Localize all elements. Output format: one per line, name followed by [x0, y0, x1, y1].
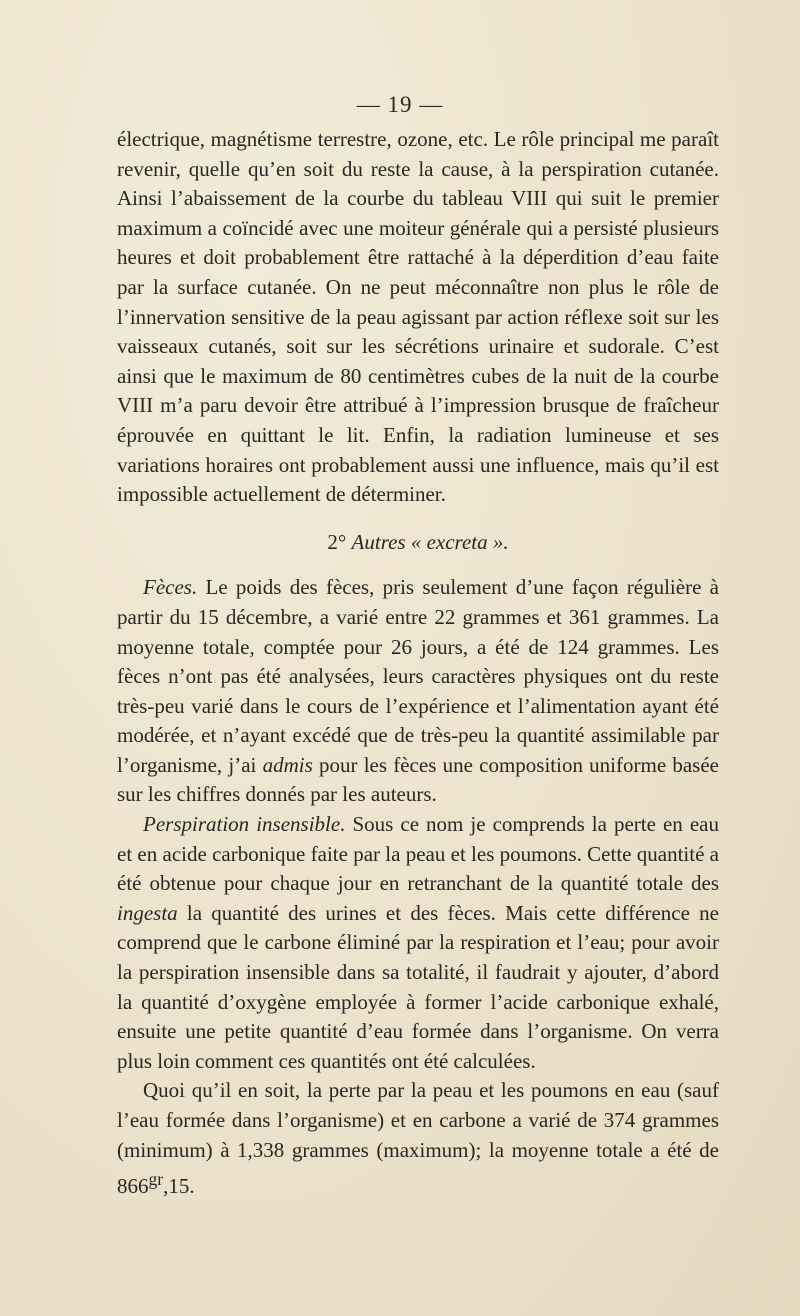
perspiration-text-2: la quantité des urines et des fèces. Mais cette différence ne comprend que le carbone éliminé par la respiration et l’eau; pour avoir la perspiration insensible dans sa totalité, il faudrait y ajouter, d’abord la quantité d’oxygène employée à former l’acide carbonique exhalé, ensuite une petite quantité d’eau formée dans l’organisme. On verra plus loin comment ces quantités ont été calculées.: [117, 900, 719, 1073]
final-unit-sup: gr: [148, 1169, 164, 1190]
final-end: ,15.: [163, 1174, 195, 1199]
final-text: Quoi qu’il en soit, la perte par la peau et les poumons en eau (sauf l’eau formée dans l’organisme) et en carbone a varié de 374 grammes (minimum) à 1,338 grammes (maximum); la moyenne totale a été de 866: [117, 1078, 719, 1199]
paragraph-final: [117, 1076, 719, 1201]
paragraph-feces: [117, 573, 719, 810]
page-number: — 19 —: [356, 92, 444, 117]
feces-admis: admis: [262, 752, 313, 777]
perspiration-ingesta: ingesta: [117, 900, 178, 925]
paragraph-continuation: électrique, magnétisme terrestre, ozone, etc. Le rôle principal me paraît revenir, quelle qu’en soit du reste la cause, à la perspiration cutanée. Ainsi l’abaissement de la courbe du tableau VIII qui suit le premier maximum a coïncidé avec une moiteur générale qui a persisté plusieurs heures et doit probablement être rattaché à la déperdition d’eau faite par la surface cutanée. On ne peut méconnaître non plus le rôle de l’innervation sensitive de la peau agissant par action réflexe soit sur les vaisseaux cutanés, soit sur les sécrétions urinaire et sudorale. C’est ainsi que le maximum de 80 centimètres cubes de la nuit de la courbe VIII m’a paru devoir être attribué à l’impression brusque de fraîcheur éprouvée en quittant le lit. Enfin, la radiation lumineuse et ses variations horaires ont probablement aussi une influence, mais qu’il est impossible actuellement de déterminer.: [117, 127, 719, 507]
feces-text: Le poids des fèces, pris seulement d’une façon régulière à partir du 15 décembre, a varié entre 22 grammes et 361 grammes. La moyenne totale, comptée pour 26 jours, a été de 124 grammes. Les fèces n’ont pas été analysées, leurs caractères physiques ont du reste très-peu varié dans le cours de l’expérience et l’alimentation ayant été modérée, et n’ayant excédé que de très-peu la quantité assimilable par l’organisme, j’ai: [117, 575, 719, 777]
text-body: [117, 125, 719, 1202]
section-title: Autres « excreta ».: [351, 529, 509, 554]
perspiration-text-1: Sous ce nom je comprends la perte en eau et en acide carbonique faite par la peau et les poumons. Cette quantité a été obtenue pour chaque jour en retranchant de la quantité totale des: [117, 812, 719, 896]
perspiration-label: Perspiration insensible.: [143, 812, 346, 837]
feces-label: Fèces.: [143, 575, 198, 600]
section-heading: [117, 528, 719, 558]
section-number: 2°: [327, 529, 347, 554]
paragraph-perspiration: [117, 810, 719, 1076]
feces-text-end: pour les fèces une composition uniforme basée sur les chiffres donnés par les auteurs.: [117, 752, 719, 807]
